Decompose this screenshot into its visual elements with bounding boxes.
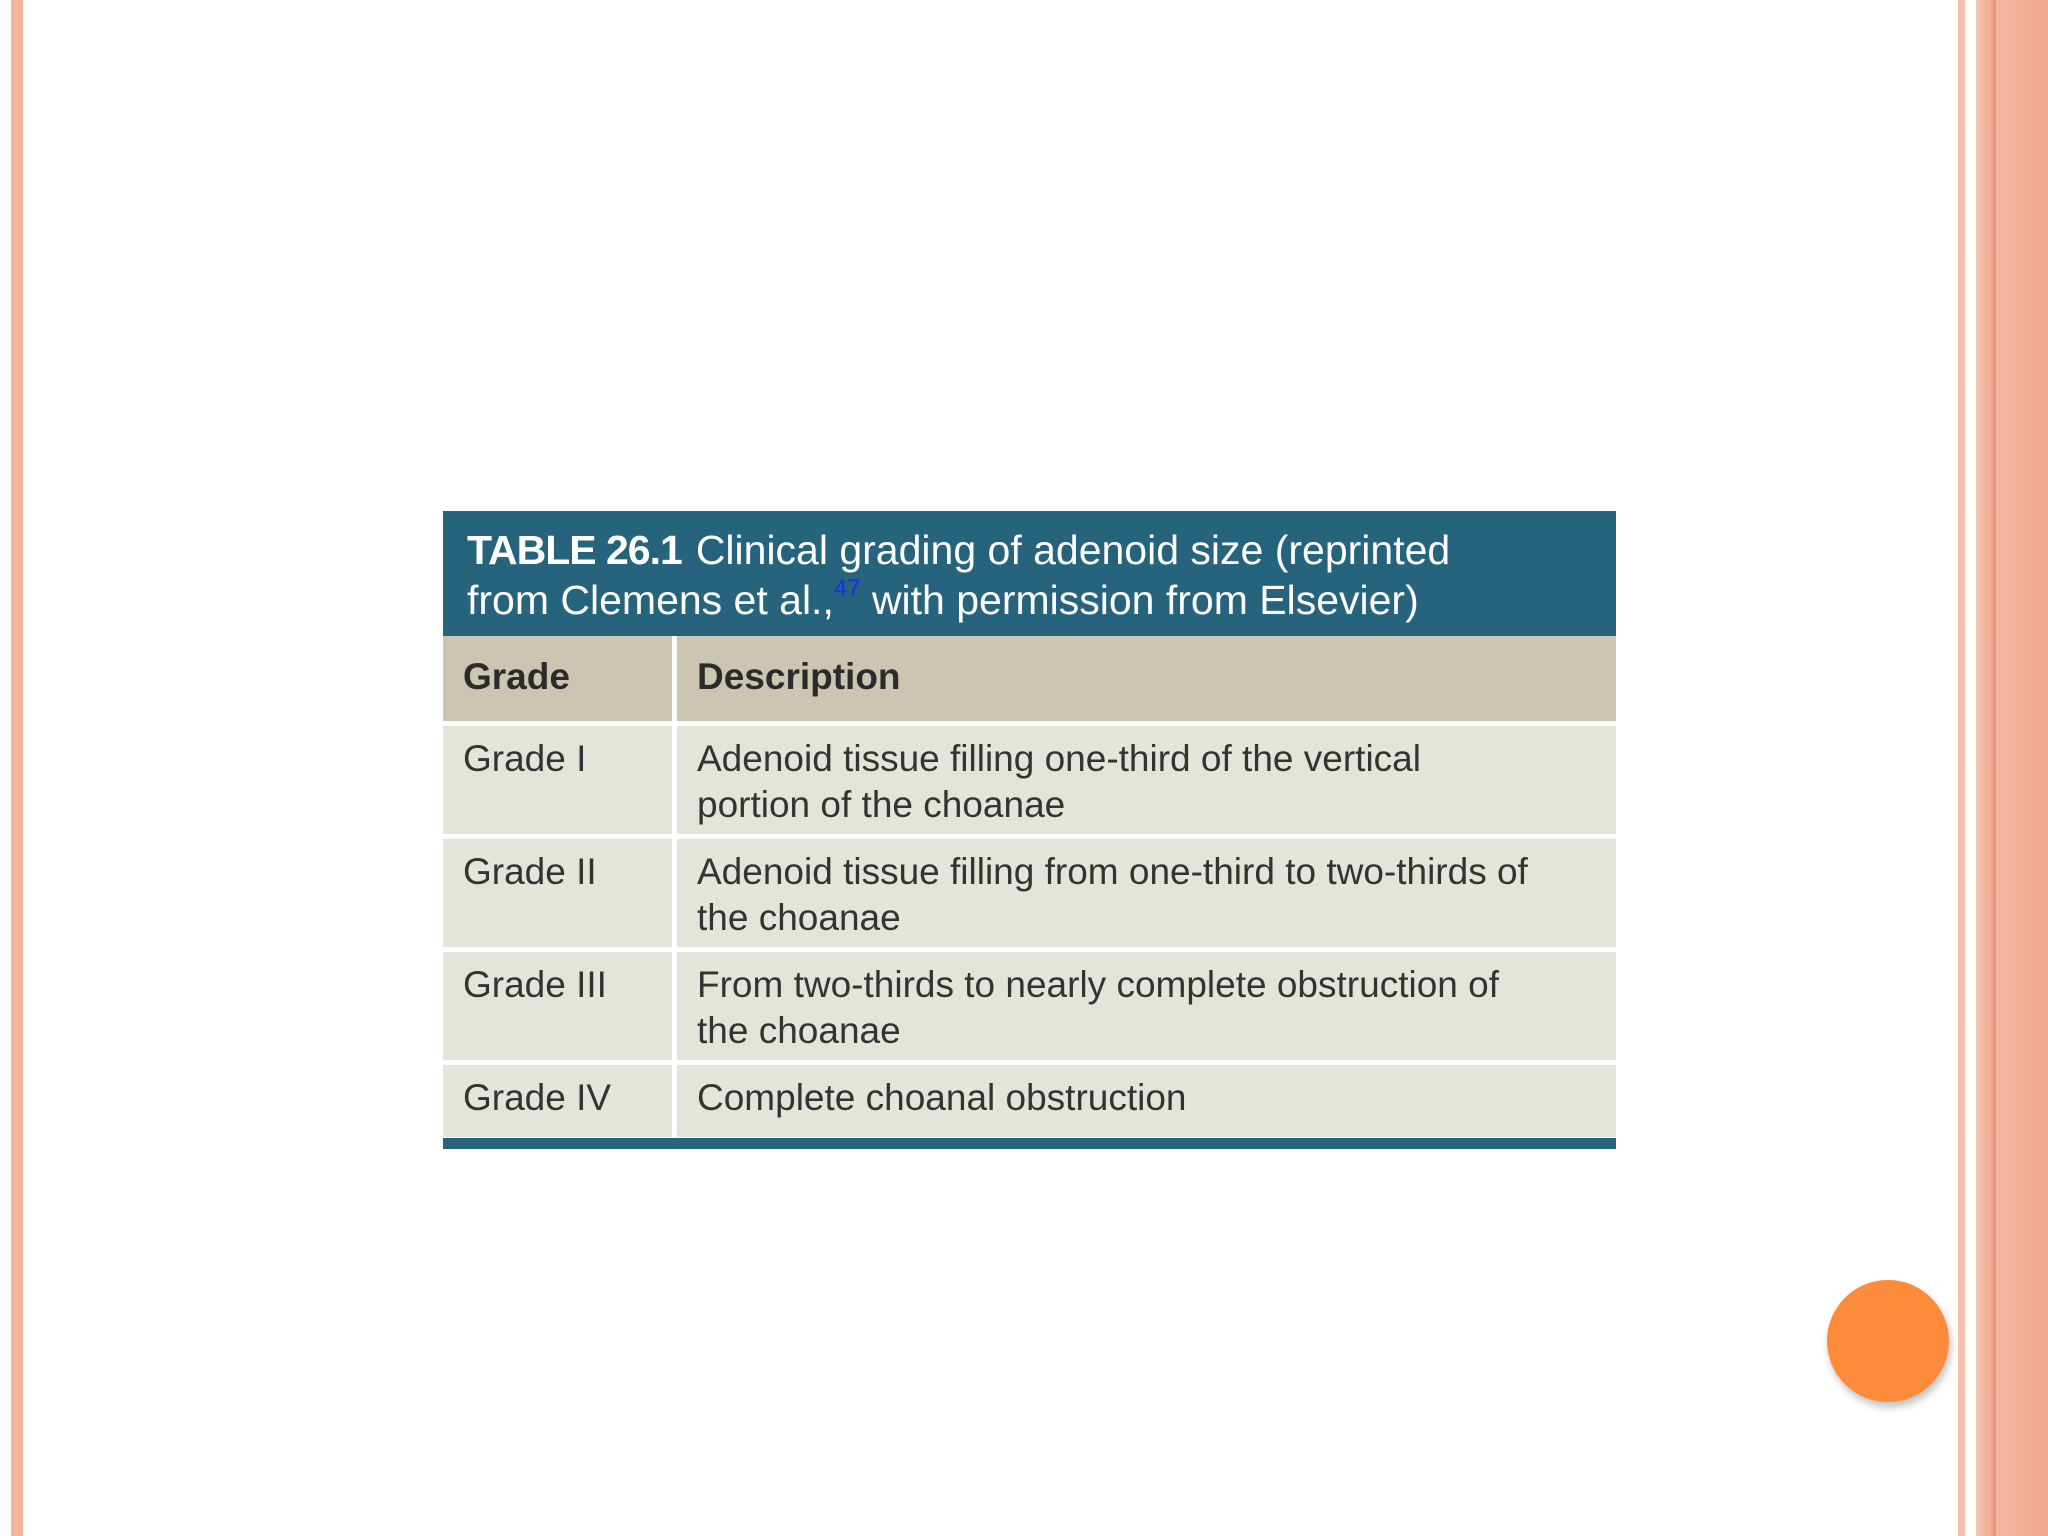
description-line: Complete choanal obstruction: [697, 1077, 1187, 1118]
table-bottom-rule: [443, 1138, 1616, 1149]
reference-link[interactable]: 47: [833, 575, 861, 602]
slide-right-border-line: [1993, 0, 1996, 1536]
table-caption-line2: [467, 575, 1592, 625]
table-header-row: [443, 636, 1616, 721]
column-header-grade: Grade: [443, 636, 672, 721]
grade-cell: Grade IV: [443, 1065, 672, 1137]
column-header-description: Description: [677, 636, 1616, 721]
slide-right-border-band: [1976, 0, 2048, 1536]
grade-cell: Grade II: [443, 839, 672, 947]
description-line: the choanae: [697, 897, 901, 938]
table-row: [443, 1065, 1616, 1137]
description-line: From two-thirds to nearly complete obstruction of: [697, 964, 1499, 1005]
description-cell: [677, 839, 1616, 947]
slide-left-border: [11, 0, 23, 1536]
table-row: [443, 952, 1616, 1060]
table-title-text: Clinical grading of adenoid size (reprinted: [695, 527, 1451, 573]
grade-cell: Grade III: [443, 952, 672, 1060]
table-title-permission: with permission from Elsevier): [860, 577, 1419, 623]
decorative-orange-circle: [1827, 1280, 1949, 1402]
adenoid-grading-table: [443, 511, 1616, 1149]
description-line: portion of the choanae: [697, 784, 1066, 825]
description-line: Adenoid tissue filling from one-third to two-thirds of: [697, 851, 1528, 892]
table-title-citation: from Clemens et al.,: [467, 577, 834, 623]
table-caption: [443, 511, 1616, 636]
table-number: TABLE 26.1: [467, 527, 682, 573]
description-cell: [677, 1065, 1616, 1137]
table-row: [443, 839, 1616, 947]
description-cell: [677, 726, 1616, 834]
description-cell: [677, 952, 1616, 1060]
table-row: [443, 726, 1616, 834]
description-line: the choanae: [697, 1010, 901, 1051]
description-line: Adenoid tissue filling one-third of the vertical: [697, 738, 1421, 779]
grade-cell: Grade I: [443, 726, 672, 834]
slide-right-thin-border: [1958, 0, 1965, 1536]
table-caption-line1: [467, 525, 1592, 575]
